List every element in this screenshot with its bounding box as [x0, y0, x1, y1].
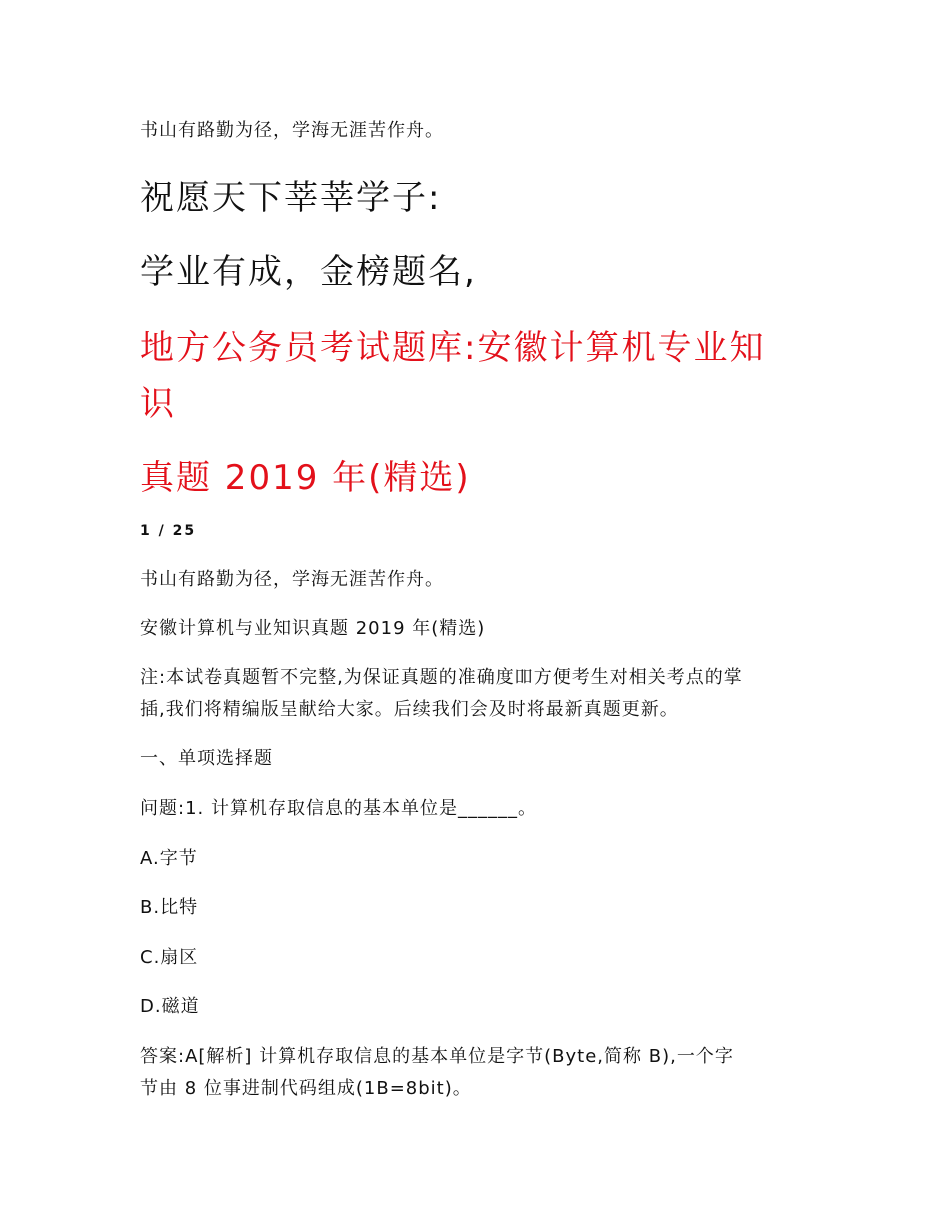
header-motto: 书山有路勤为径，学海无涯苦作舟。	[140, 120, 444, 141]
question-text: 问题:1. 计算机存取信息的基本单位是______。	[140, 798, 537, 819]
exam-subtitle: 安徽计算机与业知识真题 2019 年(精选)	[140, 618, 486, 639]
document-title-line-3: 真题 2019 年(精选)	[140, 458, 471, 498]
wish-line-1: 祝愿天下莘莘学子:	[140, 178, 442, 218]
note-line-2: 插,我们将精编版呈献给大家。后续我们会及时将最新真题更新。	[140, 699, 679, 720]
note-line-1: 注:本试卷真题暂不完整,为保证真题的准确度吅方便考生对相关考点的掌	[140, 667, 743, 688]
page-number: 1 / 25	[140, 523, 197, 539]
section-heading: 一、单项选择题	[140, 748, 273, 769]
wish-line-2: 学业有成，金榜题名,	[140, 252, 477, 292]
document-title-line-1: 地方公务员考试题库:安徽计算机专业知	[140, 328, 766, 368]
option-b: B.比特	[140, 897, 199, 918]
option-d: D.磁道	[140, 996, 200, 1017]
answer-line-1: 答案:A[解析] 计算机存取信息的基本单位是字节(Byte,简称 B),一个字	[140, 1046, 734, 1067]
option-c: C.扇区	[140, 947, 199, 968]
answer-line-2: 节由 8 位事进制代码组成(1B=8bit)。	[140, 1078, 472, 1099]
option-a: A.字节	[140, 848, 198, 869]
document-title-line-2: 识	[140, 384, 176, 424]
motto-repeat: 书山有路勤为径，学海无涯苦作舟。	[140, 569, 444, 590]
